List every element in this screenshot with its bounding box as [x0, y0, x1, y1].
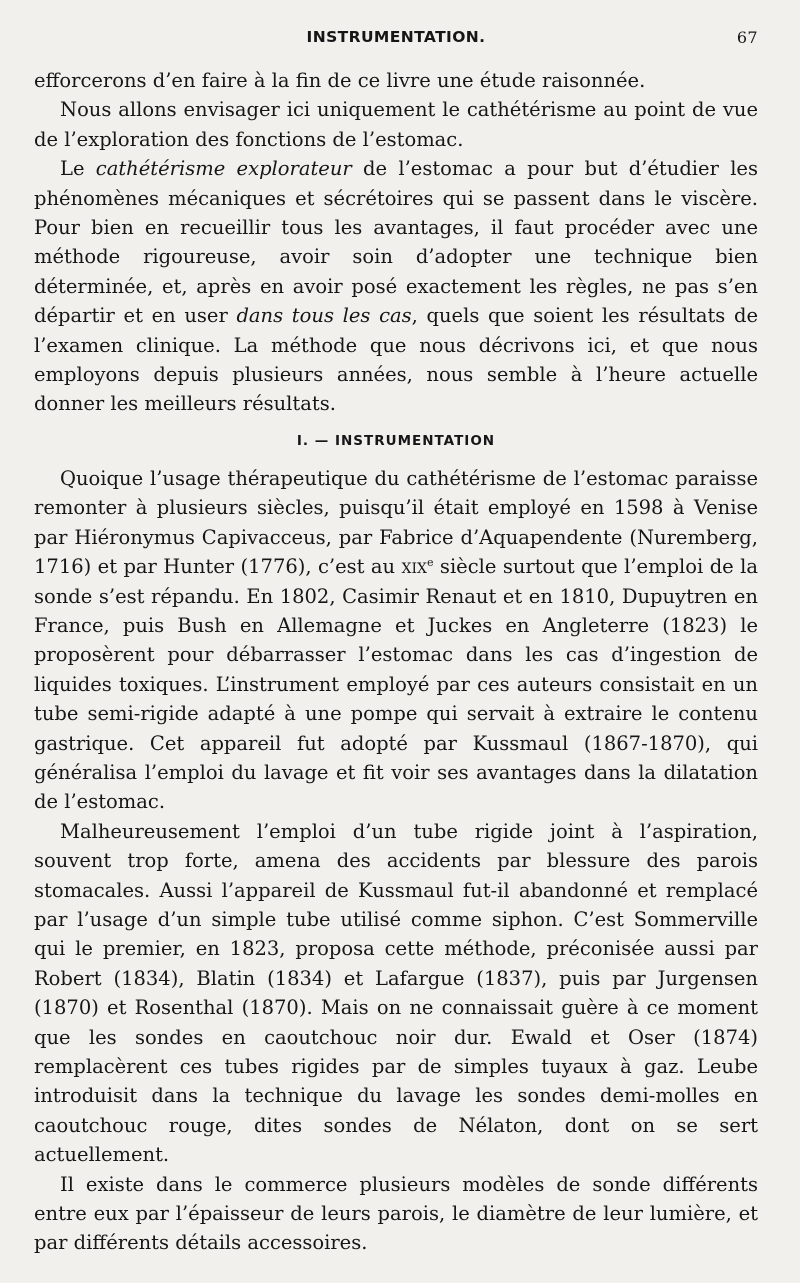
- italic-phrase: dans tous les cas: [236, 304, 412, 328]
- paragraph-text: Malheureusement l’emploi d’un tube rigide joint à l’aspiration, souvent trop forte, amena des accidents par blessure des parois stomacales. Aussi l’appareil de Kussmaul fut-il abandonné et remplacé par l’usage d’un simple tube utilisé comme siphon. C’est Sommerville qui le premier, en 1823, proposa cette méthode, préconisée aussi par Robert (1834), Blatin (1834) et Lafargue (1837), puis par Jurgensen (1870) et Rosenthal (1870). Mais on ne connaissait guère à ce moment que les sondes en caoutchouc noir dur. Ewald et Oser (1874) remplacèrent ces tubes rigides par de simples tuyaux à gaz. Leube introduisit dans la technique du lavage les sondes demi-molles en caoutchouc rouge, dites sondes de Nélaton, dont on se sert actuellement.: [34, 819, 758, 1167]
- paragraph-text: siècle surtout que l’emploi de la sonde s’est répandu. En 1802, Casimir Renaut et en 1810, Dupuytren en France, puis Bush en Allemagne et Juckes en Angleterre (1823) le proposèrent pour débarrasser l’estomac dans les cas d’ingestion de liquides toxiques. L’instrument employé par ces auteurs consistait en un tube semi-rigide adapté à une pompe qui servait à extraire le contenu gastrique. Cet appareil fut adopté par Kussmaul (1867-1870), qui généralisa l’emploi du lavage et fit voir ses avantages dans la dilatation de l’estomac.: [34, 555, 758, 814]
- superscript: e: [427, 556, 434, 570]
- paragraph-continuation: [34, 66, 758, 95]
- italic-term: cathétérisme explorateur: [95, 157, 352, 181]
- paragraph: [34, 154, 758, 419]
- century-numeral: xix: [401, 555, 427, 579]
- body-text: [34, 66, 758, 1258]
- section-heading: I. — INSTRUMENTATION: [296, 432, 496, 449]
- paragraph-text: de l’estomac a pour but d’étudier les phénomènes mécaniques et sécrétoires qui se passent dans le viscère. Pour bien en recueillir tous les avantages, il faut procéder avec une méthode rigoureuse, avoir soin d’adopter une technique bien déterminée, et, après en avoir posé exactement les règles, ne pas s’en départir et en user: [34, 157, 758, 328]
- paragraph: [34, 817, 758, 1170]
- paragraph: [34, 1170, 758, 1258]
- paragraph-text: Quoique l’usage thérapeutique du cathétérisme de l’estomac paraisse remonter à plusieurs siècles, puisqu’il était employé en 1598 à Venise par Hiéronymus Capivacceus, par Fabrice d’Aquapendente (Nuremberg, 1716) et par Hunter (1776), c’est au: [34, 466, 758, 579]
- paragraph: [34, 464, 758, 817]
- paragraph: [34, 95, 758, 154]
- paragraph-text: Il existe dans le commerce plusieurs modèles de sonde différents entre eux par l’épaisseur de leurs parois, le diamètre de leur lumière, et par différents détails accessoires.: [34, 1172, 758, 1255]
- page-number: 67: [736, 28, 758, 47]
- running-title: INSTRUMENTATION.: [306, 28, 486, 46]
- paragraph-text: Nous allons envisager ici uniquement le cathétérisme au point de vue de l’exploration des fonctions de l’estomac.: [34, 98, 758, 151]
- paragraph-text: Le: [60, 157, 96, 181]
- page-header: [34, 28, 758, 52]
- paragraph-text: , quels que soient les résultats de l’examen clinique. La méthode que nous décrivons ici, et que nous employons depuis plusieurs années, nous semble à l’heure actuelle donner les meilleurs résultats.: [34, 304, 758, 416]
- paragraph-text: efforcerons d’en faire à la fin de ce livre une étude raisonnée.: [34, 69, 646, 92]
